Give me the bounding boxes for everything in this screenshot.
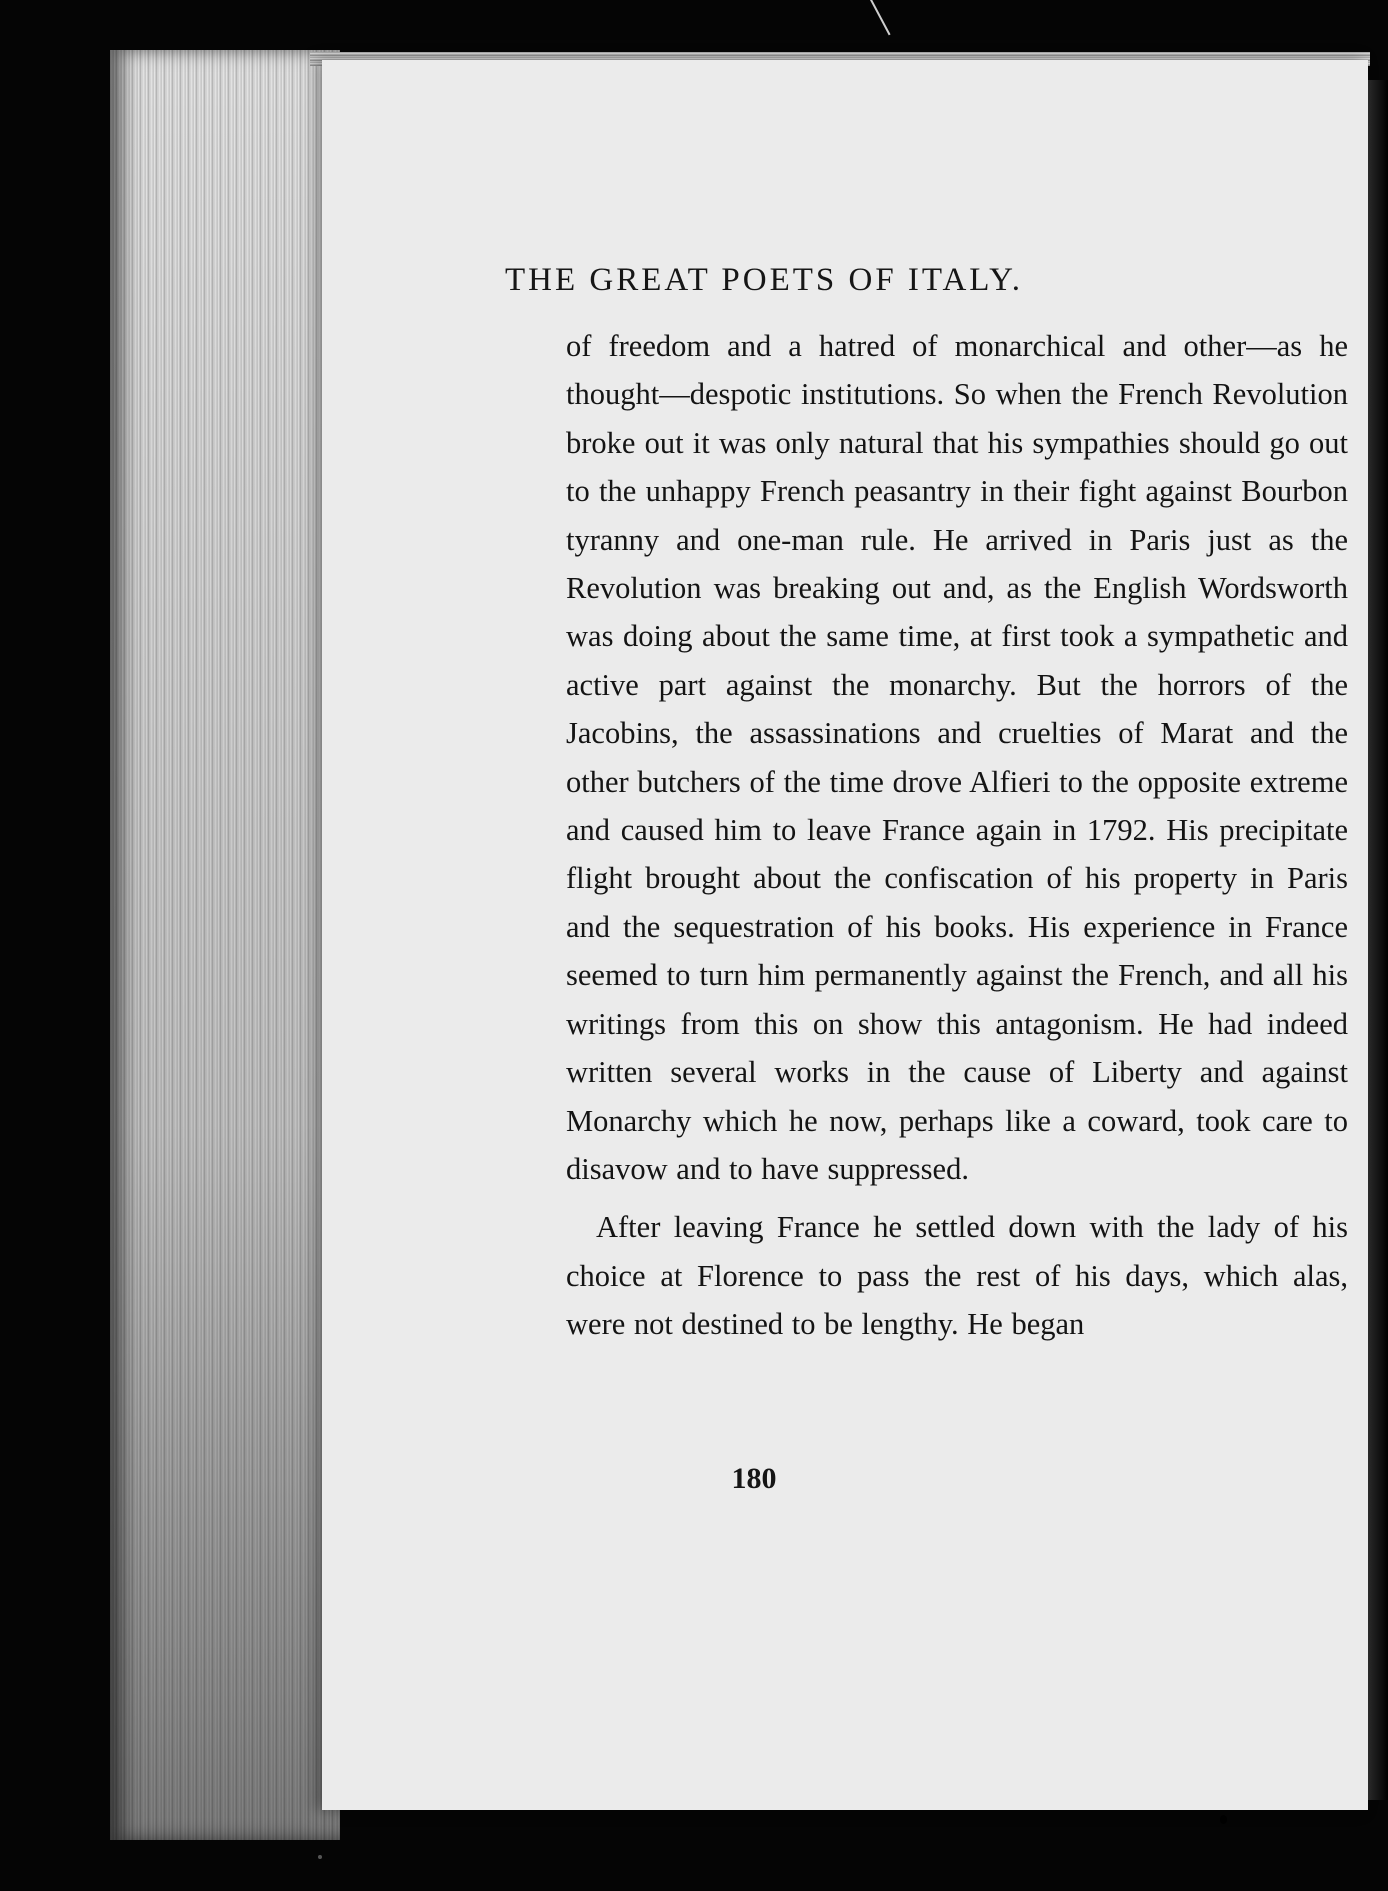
paragraph: of freedom and a hatred of monarchical and other—as he thought—despotic institutions. So when the French Revolution broke out it was only natural that his sympathies should go out to the unhappy French peasantry in their fight against Bourbon tyranny and one-man rule. He arrived in Paris just as the Revolution was breaking out and, as the English Wordsworth was doing about the same time, at first took a sympathetic and active part against the monarchy. But the horrors of the Jacobins, the assassinations and cruelties of Marat and the other butchers of the time drove Alfieri to the opposite extreme and caused him to leave France again in 1792. His precipitate flight brought about the confiscation of his property in Paris and the sequestration of his books. His experience in France seemed to turn him permanently against the French, and all his writings from this on show this antagonism. He had indeed written several works in the cause of Liberty and against Monarchy which he now, perhaps like a coward, took care to disavow and to have suppressed. [566, 329, 1348, 1186]
body-text [566, 322, 1348, 1349]
scan-crease [870, 0, 891, 35]
scan-speck [1220, 1815, 1227, 1824]
paragraph: After leaving France he settled down with the lady of his choice at Florence to pass the rest of his days, which alas, were not destined to be lengthy. He began [566, 1210, 1348, 1342]
page-right-shadow [1368, 80, 1388, 1800]
running-head: THE GREAT POETS OF ITALY. [505, 262, 1023, 298]
book-page-edges [110, 50, 340, 1840]
page-number: 180 [731, 1462, 777, 1495]
scan-speck [318, 1855, 322, 1859]
